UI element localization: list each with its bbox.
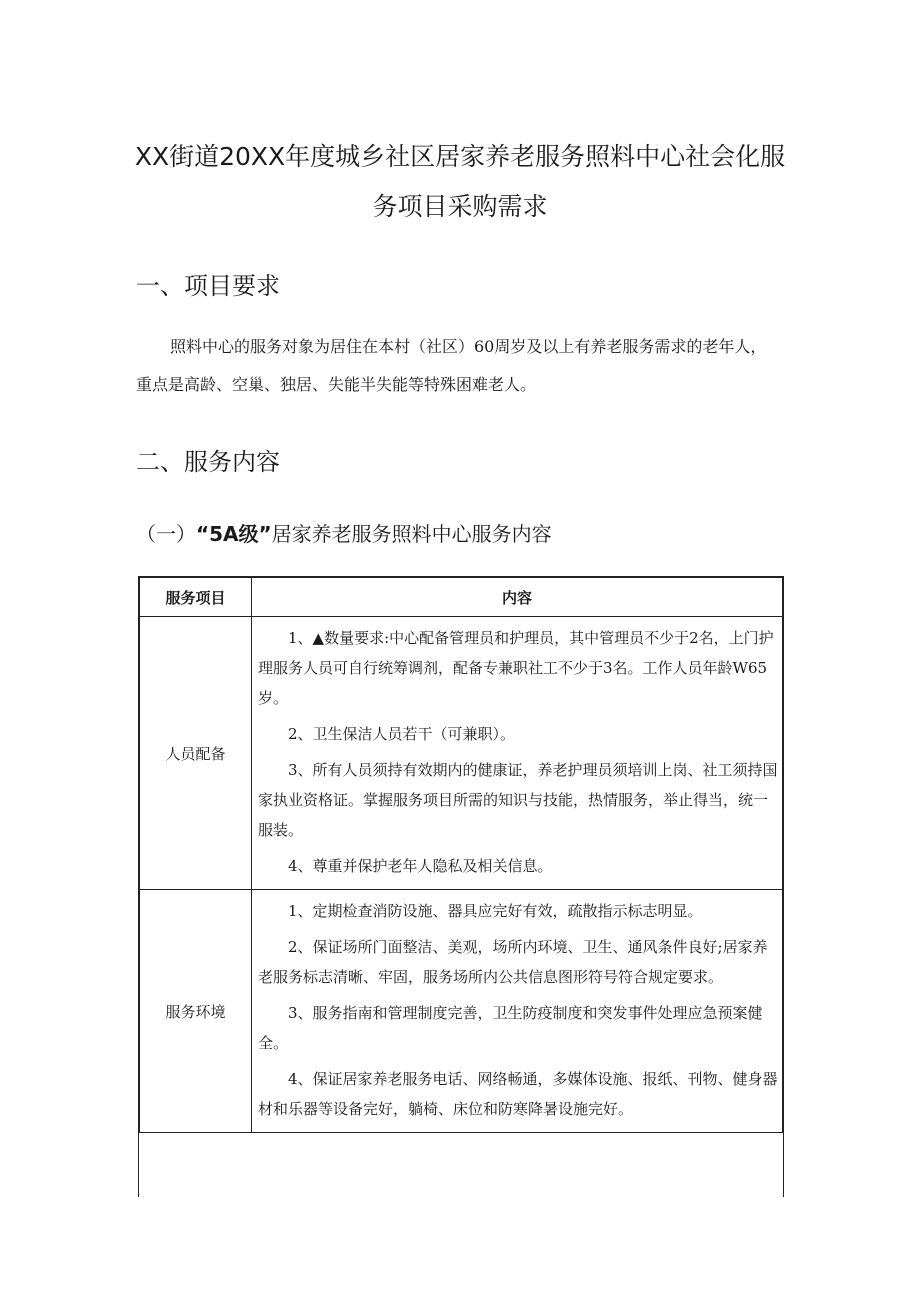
section-heading-requirements: 一、项目要求	[136, 272, 280, 300]
requirements-paragraph: 照料中心的服务对象为居住在本村（社区）60周岁及以上有养老服务需求的老年人，重点是高龄、空巢、独居、失能半失能等特殊困难老人。	[136, 337, 767, 394]
title-line-1: XX街道20XX年度城乡社区居家养老服务照料中心社会化服	[134, 142, 786, 171]
subheading-bold: “5A级”	[196, 522, 272, 546]
content-item: 3、所有人员须持有效期内的健康证，养老护理员须培训上岗、社工须持国家执业资格证。掌握服务项目所需的知识与技能，热情服务，举止得当，统一服装。	[258, 761, 778, 839]
content-item: 1、▲数量要求:中心配备管理员和护理员，其中管理员不少于2名，上门护理服务人员可自行统筹调剂，配备专兼职社工不少于3名。工作人员年龄W65岁。	[258, 629, 774, 707]
table-row	[140, 890, 783, 1133]
title-line-2: 务项目采购需求	[372, 192, 548, 221]
subheading-prefix: （一）	[136, 522, 196, 546]
content-item: 2、保证场所门面整洁、美观，场所内环境、卫生、通风条件良好;居家养老服务标志清晰、牢固，服务场所内公共信息图形符号符合规定要求。	[258, 938, 768, 986]
row-category: 服务环境	[140, 890, 252, 1133]
row-category: 人员配备	[140, 617, 252, 890]
content-item: 1、定期检查消防设施、器具应完好有效，疏散指示标志明显。	[288, 902, 703, 920]
content-item: 3、服务指南和管理制度完善，卫生防疫制度和突发事件处理应急预案健全。	[258, 1004, 763, 1052]
table-header-row	[140, 578, 783, 617]
row-content	[252, 617, 783, 890]
header-service-item: 服务项目	[140, 578, 252, 617]
service-table-container	[138, 576, 784, 1197]
service-table	[139, 577, 783, 1133]
section-heading-service-content: 二、服务内容	[136, 448, 280, 476]
content-item: 2、卫生保洁人员若干（可兼职）。	[288, 725, 516, 743]
content-item: 4、尊重并保护老年人隐私及相关信息。	[288, 857, 553, 875]
subsection-heading	[136, 518, 552, 547]
document-title	[120, 132, 800, 232]
table-row	[140, 617, 783, 890]
row-content	[252, 890, 783, 1133]
header-content: 内容	[252, 578, 783, 617]
content-item: 4、保证居家养老服务电话、网络畅通，多媒体设施、报纸、刊物、健身器材和乐器等设备完好，躺椅、床位和防寒降暑设施完好。	[258, 1070, 778, 1118]
subheading-rest: 居家养老服务照料中心服务内容	[271, 522, 552, 546]
